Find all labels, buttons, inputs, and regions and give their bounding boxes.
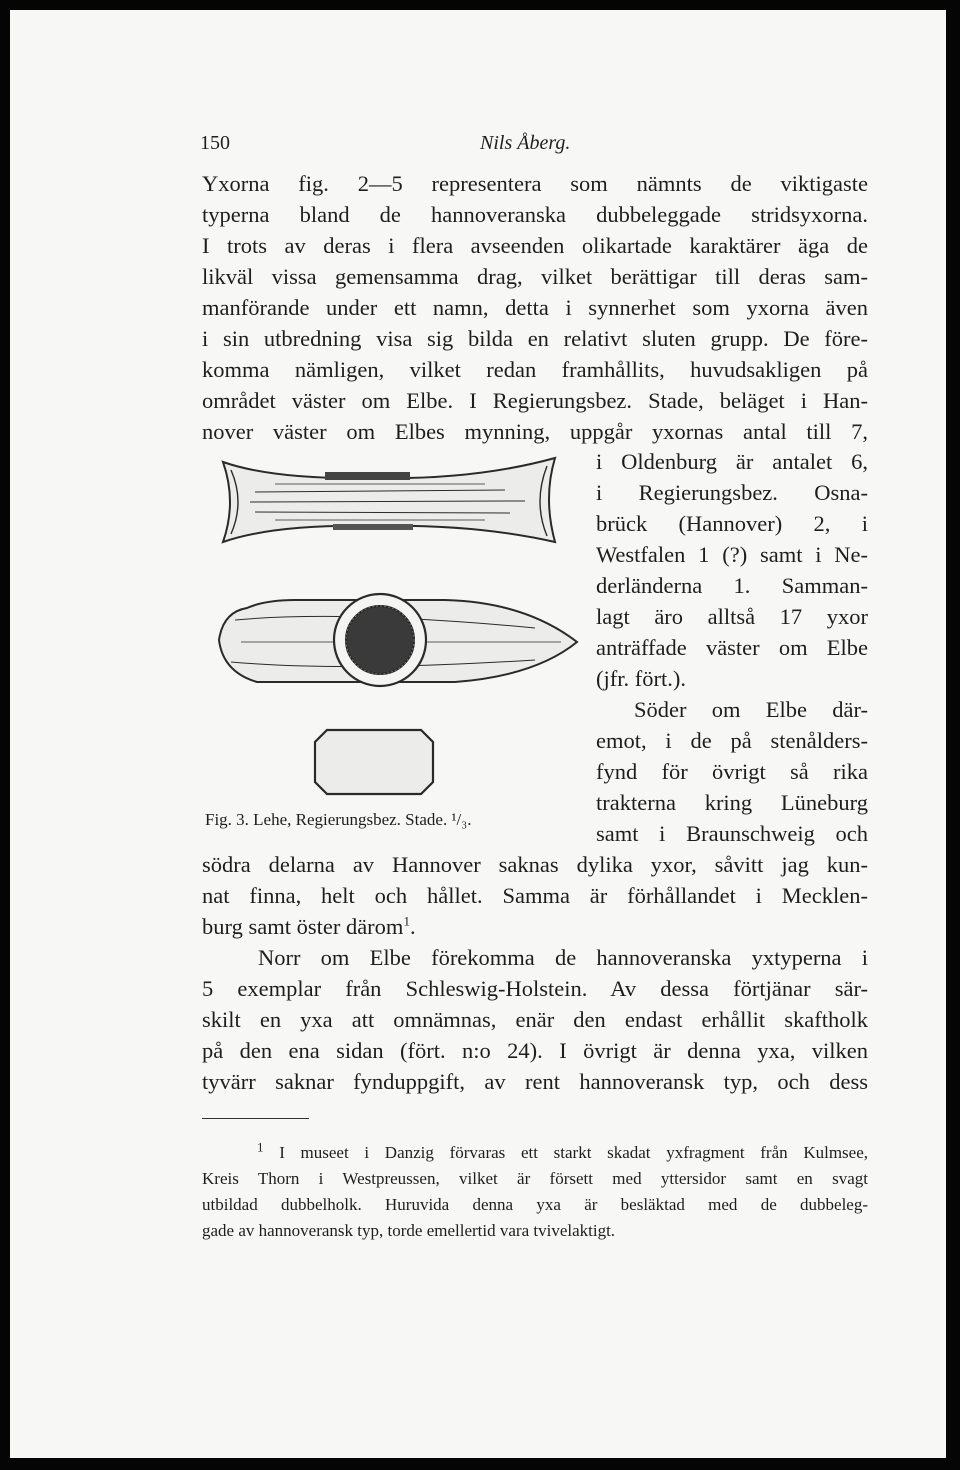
side-line: trakterna kring Lüneburg bbox=[596, 790, 868, 815]
side-line: samt i Braunschweig och bbox=[596, 821, 868, 846]
period: . bbox=[409, 914, 416, 939]
body-line: skilt en yxa att omnämnas, enär den endast erhållit skaftholk bbox=[202, 1007, 868, 1032]
footnote-line: gade av hannoveransk typ, torde emellertid vara tvivelaktigt. bbox=[202, 1221, 616, 1240]
axe-figure bbox=[205, 450, 590, 800]
page-number: 150 bbox=[200, 132, 230, 154]
footnote-rule bbox=[202, 1118, 309, 1119]
side-line: anträffade väster om Elbe bbox=[596, 635, 868, 660]
side-line: lagt äro alltså 17 yxor bbox=[596, 604, 868, 629]
footnote-line bbox=[257, 1140, 868, 1165]
body-line: nat finna, helt och hållet. Samma är förhållandet i Mecklen- bbox=[202, 883, 868, 908]
running-head: Nils Åberg. bbox=[480, 132, 571, 154]
body-line: manförande under ett namn, detta i synnerhet som yxorna även bbox=[202, 295, 868, 320]
side-line: brück (Hannover) 2, i bbox=[596, 511, 868, 536]
footnote-line: utbildad dubbelholk. Huruvida denna yxa är besläktad med de dubbeleg- bbox=[202, 1195, 868, 1214]
body-line: Norr om Elbe förekomma de hannoveranska yxtyperna i bbox=[258, 945, 868, 970]
side-line: i Oldenburg är antalet 6, bbox=[596, 449, 868, 474]
body-line: i sin utbredning visa sig bilda en relativt sluten grupp. De före- bbox=[202, 326, 868, 351]
footnote-text: I museet i Danzig förvaras ett starkt skadat yxfragment från Kulmsee, bbox=[279, 1143, 869, 1162]
body-line: på den ena sidan (fört. n:o 24). I övrigt är denna yxa, vilken bbox=[202, 1038, 868, 1063]
footnote-marker: 1 bbox=[257, 1139, 264, 1155]
body-line bbox=[202, 911, 416, 943]
footnote-line: Kreis Thorn i Westpreussen, vilket är försett med yttersidor samt en svagt bbox=[202, 1169, 868, 1188]
body-line: Yxorna fig. 2—5 representera som nämnts de viktigaste bbox=[202, 171, 868, 196]
body-line: komma nämligen, vilket redan framhållits, huvudsakligen på bbox=[202, 357, 868, 382]
body-line: likväl vissa gemensamma drag, vilket berättigar till deras sam- bbox=[202, 264, 868, 289]
figure-caption: Fig. 3. Lehe, Regierungsbez. Stade. ¹/₃. bbox=[205, 810, 472, 829]
body-line: området väster om Elbe. I Regierungsbez. Stade, beläget i Han- bbox=[202, 388, 868, 413]
axe-end-view bbox=[315, 730, 433, 794]
side-line: i Regierungsbez. Osna- bbox=[596, 480, 868, 505]
body-line: I trots av deras i flera avseenden olikartade karaktärer äga de bbox=[202, 233, 868, 258]
body-line: typerna bland de hannoveranska dubbeleggade stridsyxorna. bbox=[202, 202, 868, 227]
side-line: Westfalen 1 (?) samt i Ne- bbox=[596, 542, 868, 567]
side-line: (jfr. fört.). bbox=[596, 666, 686, 691]
footnote-reference: 1 bbox=[403, 913, 410, 929]
body-line: södra delarna av Hannover saknas dylika yxor, såvitt jag kun- bbox=[202, 852, 868, 877]
axe-side-view bbox=[219, 594, 577, 686]
side-line: emot, i de på stenålders- bbox=[596, 728, 868, 753]
body-line: 5 exemplar från Schleswig-Holstein. Av dessa förtjänar sär- bbox=[202, 976, 868, 1001]
side-line: fynd för övrigt så rika bbox=[596, 759, 868, 784]
body-text: burg samt öster därom bbox=[202, 914, 404, 939]
axe-top-view bbox=[223, 458, 555, 542]
body-line: nover väster om Elbes mynning, uppgår yxornas antal till 7, bbox=[202, 419, 868, 444]
book-page bbox=[10, 10, 946, 1458]
side-line: derländerna 1. Samman- bbox=[596, 573, 868, 598]
side-line: Söder om Elbe där- bbox=[634, 697, 868, 722]
body-line: tyvärr saknar fynduppgift, av rent hannoveransk typ, och dess bbox=[202, 1069, 868, 1094]
